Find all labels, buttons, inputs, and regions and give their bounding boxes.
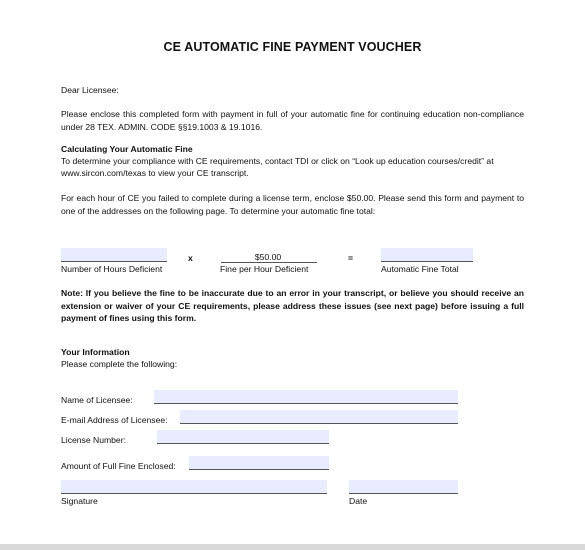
calc-heading: Calculating Your Automatic Fine (61, 144, 193, 154)
licensee-email-label: E-mail Address of Licensee: (61, 415, 168, 425)
note-paragraph: Note: If you believe the fine to be inaccurate due to an error in your transcript, or believe you should receive an extension or waiver of your CE requirements, please address these issues (see next page) before issuing a full payment of fines using this form. (61, 288, 524, 324)
fine-per-hour-value: $50.00 (254, 252, 282, 262)
fine-total-field[interactable] (381, 248, 473, 262)
license-number-field[interactable] (157, 430, 329, 444)
licensee-email-field[interactable] (180, 410, 458, 424)
license-number-label: License Number: (61, 435, 126, 445)
signature-label: Signature (61, 496, 98, 506)
licensee-name-label: Name of Licensee: (61, 395, 133, 405)
document-title: CE AUTOMATIC FINE PAYMENT VOUCHER (163, 40, 422, 54)
fine-total-label: Automatic Fine Total (381, 264, 459, 274)
fine-per-hour-label: Fine per Hour Deficient (220, 264, 309, 274)
hours-deficient-field[interactable] (61, 248, 167, 262)
licensee-name-field[interactable] (154, 390, 458, 404)
times-symbol: x (188, 253, 193, 263)
signature-field[interactable] (61, 480, 327, 494)
fine-amount-field[interactable] (189, 456, 329, 470)
equals-symbol: = (348, 253, 354, 263)
intro-paragraph: Please enclose this completed form with payment in full of your automatic fine for continuing education non-compliance under 28 TEX. ADMIN. CODE §§19.1003 & 19.1016. (61, 109, 524, 132)
your-info-instruction: Please complete the following: (61, 359, 178, 369)
hours-deficient-label: Number of Hours Deficient (61, 264, 163, 274)
your-info-heading: Your Information (61, 347, 130, 357)
fine-amount-label: Amount of Full Fine Enclosed: (61, 461, 176, 471)
calc-line-1: To determine your compliance with CE requirements, contact TDI or click on “Look up education courses/credit” at (61, 156, 494, 166)
date-label: Date (349, 496, 368, 506)
date-field[interactable] (349, 480, 458, 494)
calc-line-2: www.sircon.com/texas to view your CE transcript. (61, 168, 249, 178)
greeting: Dear Licensee: (61, 85, 119, 95)
calc-paragraph: For each hour of CE you failed to complete during a license term, enclose $50.00. Please send this form and payment to one of the addresses on the following page. To determine your automatic fine total: (61, 193, 524, 216)
